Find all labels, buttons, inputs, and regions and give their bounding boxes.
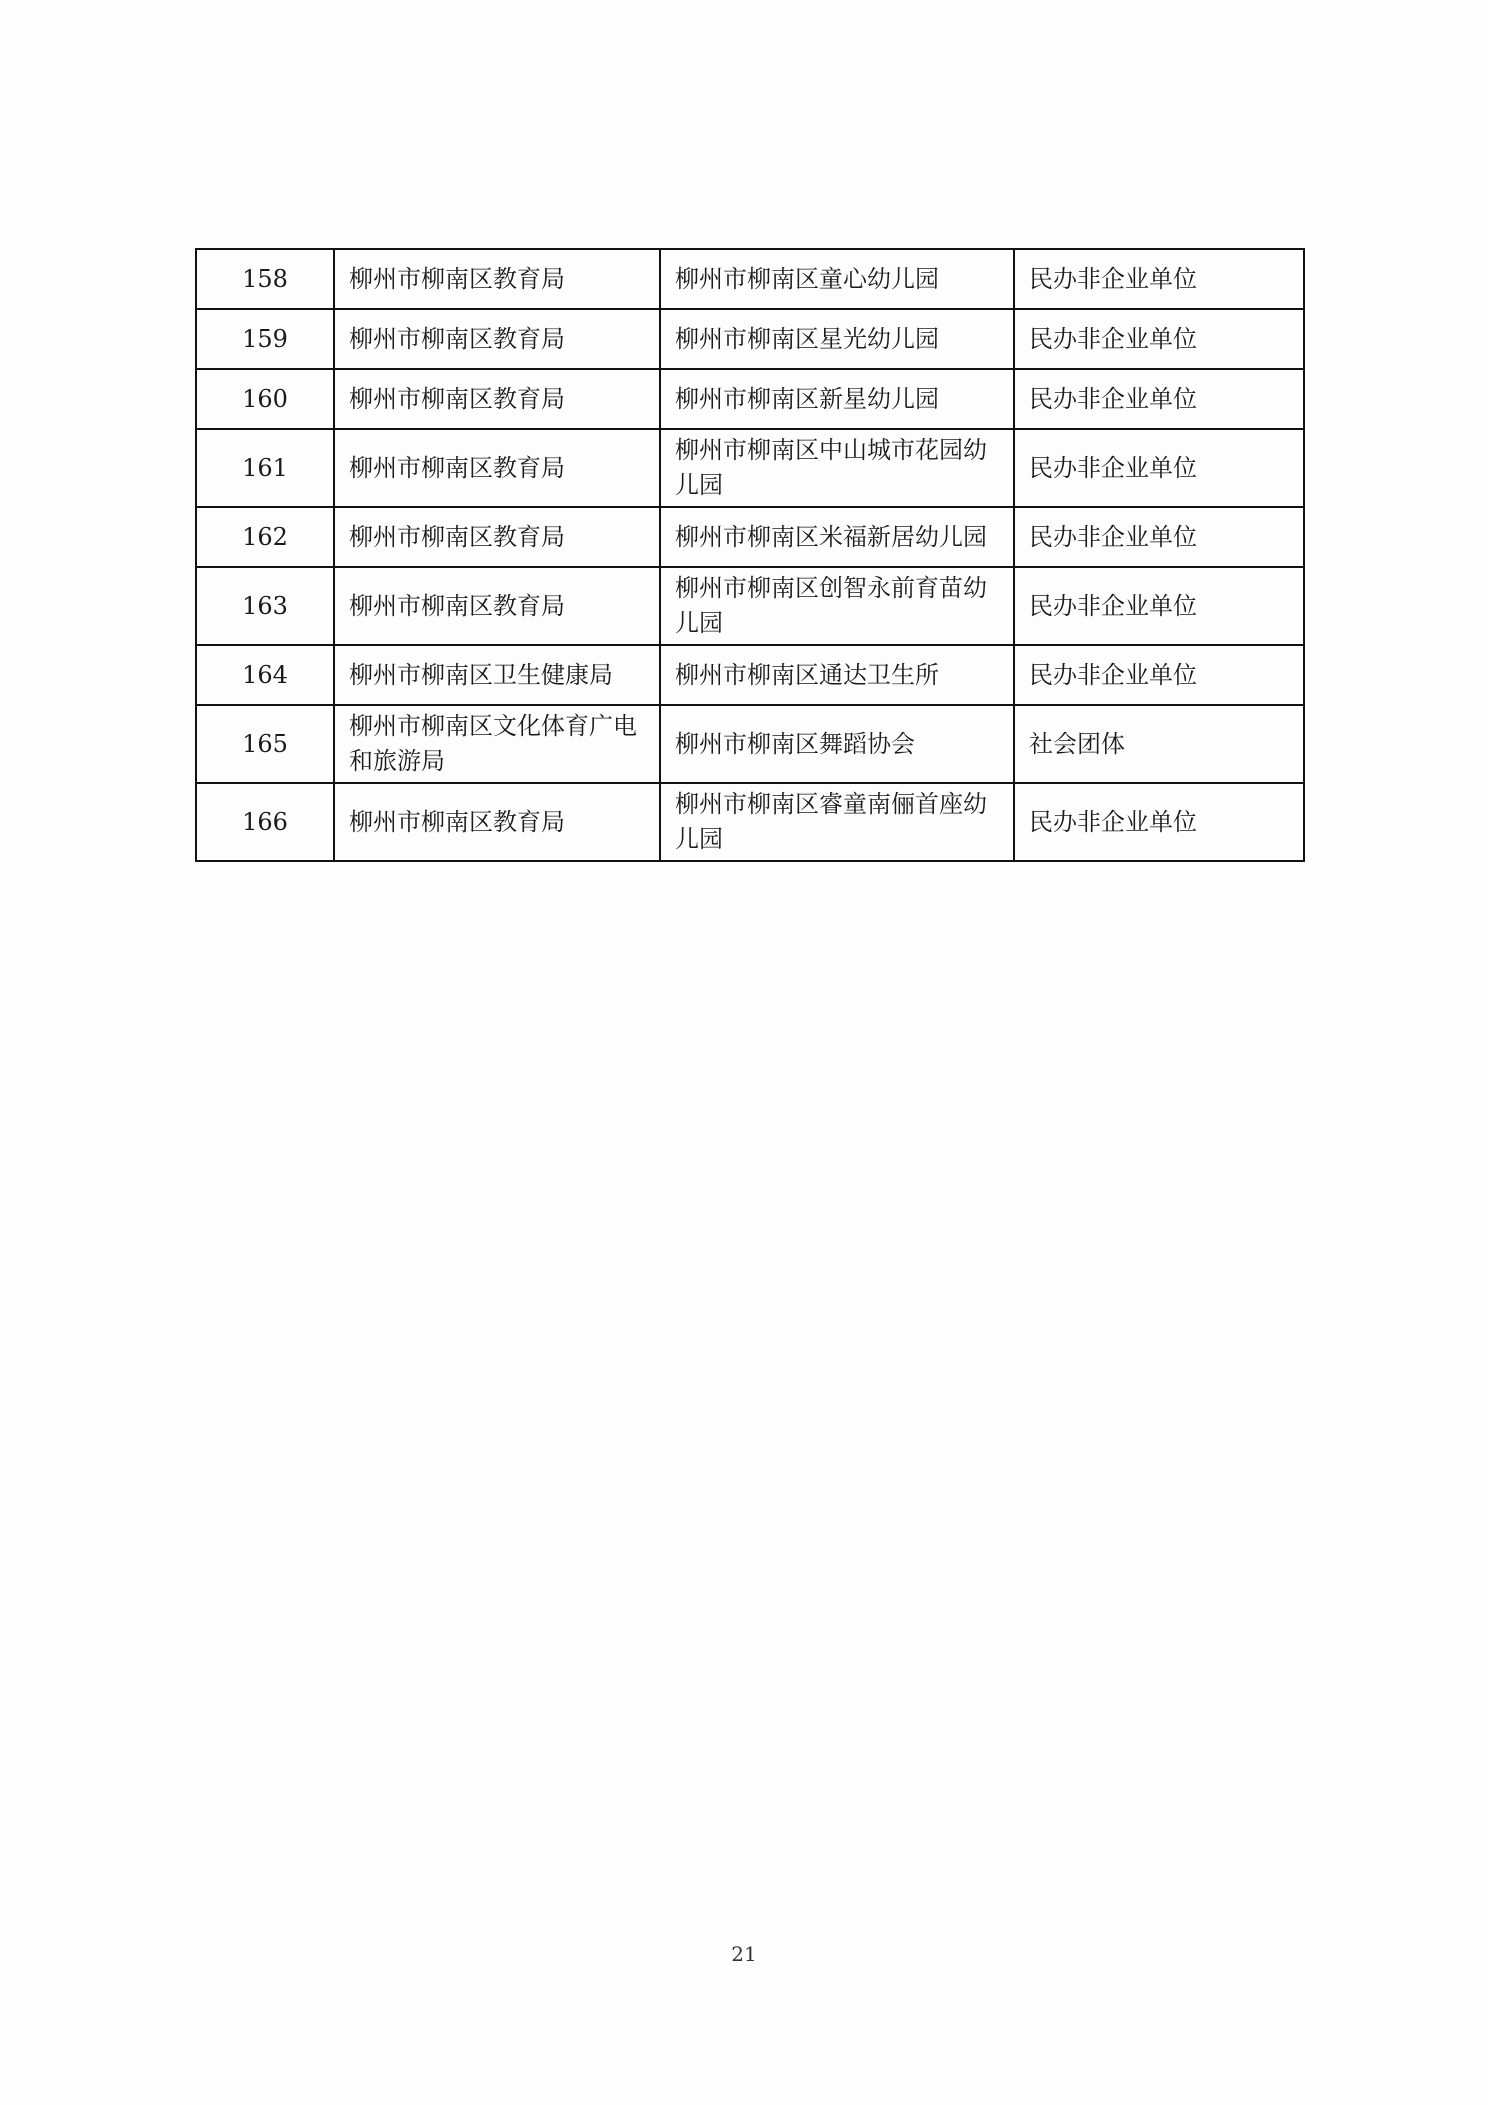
supervising-department: 柳州市柳南区卫生健康局 [334, 645, 660, 705]
organization-type: 社会团体 [1014, 705, 1304, 783]
row-number: 161 [196, 429, 334, 507]
organization-type: 民办非企业单位 [1014, 369, 1304, 429]
table-row [196, 507, 1304, 567]
organization-name: 柳州市柳南区米福新居幼儿园 [660, 507, 1014, 567]
organization-name: 柳州市柳南区睿童南俪首座幼儿园 [660, 783, 1014, 861]
row-number: 159 [196, 309, 334, 369]
organization-name: 柳州市柳南区新星幼儿园 [660, 369, 1014, 429]
organization-type: 民办非企业单位 [1014, 567, 1304, 645]
organization-name: 柳州市柳南区舞蹈协会 [660, 705, 1014, 783]
organization-type: 民办非企业单位 [1014, 783, 1304, 861]
supervising-department: 柳州市柳南区教育局 [334, 507, 660, 567]
row-number: 164 [196, 645, 334, 705]
row-number: 158 [196, 249, 334, 309]
table-row [196, 369, 1304, 429]
supervising-department: 柳州市柳南区教育局 [334, 783, 660, 861]
supervising-department: 柳州市柳南区教育局 [334, 567, 660, 645]
organization-type: 民办非企业单位 [1014, 507, 1304, 567]
table-row [196, 429, 1304, 507]
supervising-department: 柳州市柳南区教育局 [334, 429, 660, 507]
organization-name: 柳州市柳南区星光幼儿园 [660, 309, 1014, 369]
table-row [196, 249, 1304, 309]
supervising-department: 柳州市柳南区教育局 [334, 309, 660, 369]
row-number: 162 [196, 507, 334, 567]
organization-type: 民办非企业单位 [1014, 429, 1304, 507]
table-row [196, 309, 1304, 369]
row-number: 160 [196, 369, 334, 429]
table-row [196, 645, 1304, 705]
table-row [196, 705, 1304, 783]
row-number: 166 [196, 783, 334, 861]
table-row [196, 567, 1304, 645]
organization-type: 民办非企业单位 [1014, 309, 1304, 369]
table-row [196, 783, 1304, 861]
organization-name: 柳州市柳南区创智永前育苗幼儿园 [660, 567, 1014, 645]
organization-type: 民办非企业单位 [1014, 249, 1304, 309]
organization-name: 柳州市柳南区童心幼儿园 [660, 249, 1014, 309]
supervising-department: 柳州市柳南区教育局 [334, 249, 660, 309]
supervising-department: 柳州市柳南区教育局 [334, 369, 660, 429]
organization-name: 柳州市柳南区中山城市花园幼儿园 [660, 429, 1014, 507]
organization-table [195, 248, 1305, 862]
organization-type: 民办非企业单位 [1014, 645, 1304, 705]
row-number: 163 [196, 567, 334, 645]
row-number: 165 [196, 705, 334, 783]
organization-name: 柳州市柳南区通达卫生所 [660, 645, 1014, 705]
page-number: 21 [731, 1942, 757, 1966]
supervising-department: 柳州市柳南区文化体育广电和旅游局 [334, 705, 660, 783]
